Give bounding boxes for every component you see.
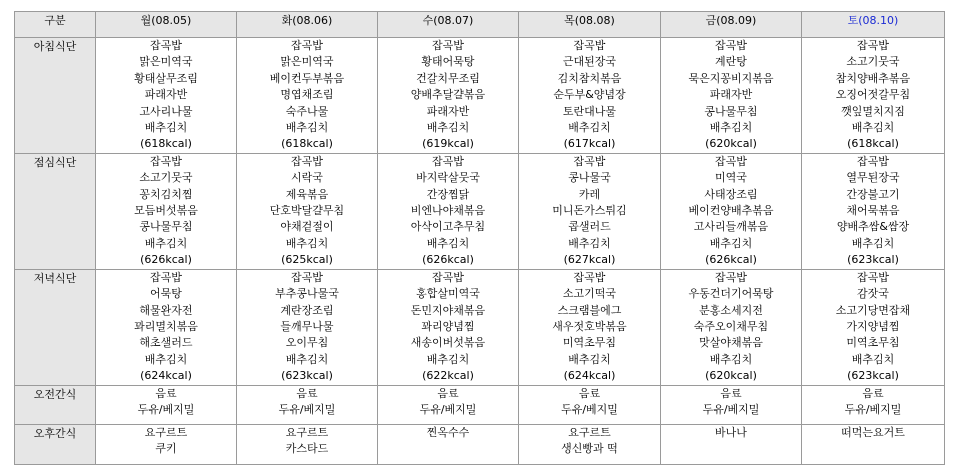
header-day-sat: 토(08.10) (802, 12, 945, 38)
menu-item: 야채겉절이 (280, 220, 334, 234)
meal-cell-lunch-fri (661, 153, 802, 269)
header-category: 구분 (15, 12, 96, 38)
meal-cell-dinner-mon (96, 269, 237, 385)
menu-item: 음료 (720, 386, 742, 400)
menu-item: 간장찜닭 (426, 187, 470, 201)
menu-item: 잡곡밥 (150, 39, 182, 52)
menu-item: 배추김치 (851, 236, 895, 250)
menu-item: (620kcal) (705, 137, 757, 151)
menu-item: 배추김치 (851, 121, 895, 135)
menu-item: 간장불고기 (846, 187, 900, 201)
menu-item: (622kcal) (422, 369, 474, 383)
header-day-mon: 월(08.05) (96, 12, 237, 38)
meal-cell-morning-snack-sat (802, 385, 945, 424)
menu-item: 해물완자전 (139, 303, 193, 317)
menu-item: 비엔나야채볶음 (410, 204, 486, 218)
menu-item: 새송이버섯볶음 (410, 336, 486, 350)
menu-item: 시락국 (291, 171, 323, 185)
menu-item: 잡곡밥 (715, 154, 747, 168)
menu-item: (618kcal) (281, 137, 333, 151)
row-label-morning-snack: 오전간식 (15, 385, 96, 424)
menu-item: 채어묵볶음 (846, 204, 900, 218)
meal-cell-morning-snack-fri (661, 385, 802, 424)
menu-item: 맑은미역국 (280, 55, 334, 69)
menu-item: 깻잎멸치지짐 (841, 104, 905, 118)
menu-item: 오징어젓갈무침 (835, 88, 911, 102)
menu-item: 분홍소세지전 (699, 303, 763, 317)
meal-cell-afternoon-snack-mon (96, 424, 237, 464)
menu-item: 근대된장국 (562, 55, 617, 69)
menu-item: 꽈리멸치볶음 (134, 319, 198, 333)
menu-item: (624kcal) (140, 369, 192, 383)
meal-cell-dinner-wed (378, 269, 519, 385)
menu-item: 꽈리양념찜 (421, 319, 475, 333)
meal-cell-breakfast-wed (378, 38, 519, 154)
menu-item: 미역국 (715, 171, 747, 185)
meal-cell-afternoon-snack-wed (378, 424, 519, 464)
meal-row-breakfast (15, 38, 945, 154)
menu-item: 아삭이고추무침 (410, 220, 486, 234)
menu-item: 새우젓호박볶음 (552, 319, 627, 333)
meal-table-body (15, 38, 945, 465)
menu-item: 모듬버섯볶음 (134, 204, 198, 218)
menu-item: 배추김치 (144, 352, 188, 366)
menu-item: 요구르트 (568, 425, 611, 439)
menu-item: 잡곡밥 (857, 154, 889, 168)
menu-item: 잡곡밥 (432, 39, 464, 52)
row-label-dinner: 저녁식단 (15, 269, 96, 385)
menu-item: 바나나 (715, 425, 747, 439)
menu-item: 건갈치무조림 (416, 71, 480, 85)
menu-item: 잡곡밥 (573, 154, 606, 168)
menu-item: 참치양배추볶음 (835, 71, 911, 85)
menu-item: (624kcal) (563, 369, 616, 383)
menu-item: 배추김치 (709, 236, 753, 250)
meal-cell-lunch-wed (378, 153, 519, 269)
header-day-wed: 수(08.07) (378, 12, 519, 38)
menu-item: 베이컨양배추볶음 (688, 204, 774, 218)
menu-item: (625kcal) (281, 253, 333, 267)
meal-row-lunch (15, 153, 945, 269)
menu-item: 계란탕 (715, 55, 747, 69)
meal-cell-breakfast-mon (96, 38, 237, 154)
menu-item: 돈민지야채볶음 (410, 303, 486, 317)
menu-item: 찐옥수수 (426, 425, 470, 439)
menu-item: 파래자반 (144, 88, 188, 102)
weekly-meal-table (14, 11, 945, 465)
menu-item: 잡곡밥 (150, 270, 182, 284)
menu-item: 단호박달걀무침 (269, 204, 345, 218)
menu-item: 토란대나물 (562, 104, 617, 118)
menu-item: 어묵탕 (150, 287, 182, 301)
menu-item: 잡곡밥 (573, 270, 606, 284)
menu-item: 잡곡밥 (291, 39, 323, 52)
menu-item: 요구르트 (144, 425, 188, 439)
menu-item: 배추김치 (568, 352, 611, 366)
menu-item: (623kcal) (847, 369, 899, 383)
menu-item: 콩나물무침 (704, 104, 758, 118)
menu-item: 요구르트 (285, 425, 329, 439)
meal-cell-breakfast-sat (802, 38, 945, 154)
meal-cell-lunch-tue (237, 153, 378, 269)
meal-cell-morning-snack-tue (237, 385, 378, 424)
menu-item: 계란장조림 (280, 303, 334, 317)
menu-item: 잡곡밥 (432, 154, 464, 168)
menu-item: (626kcal) (705, 253, 757, 267)
menu-item: 미역초무침 (846, 336, 900, 350)
menu-item: 들깨무나물 (280, 319, 334, 333)
menu-item: 베이컨두부볶음 (269, 71, 345, 85)
menu-item: 카레 (578, 187, 601, 201)
menu-item: 고사리들깨볶음 (693, 220, 769, 234)
menu-item: (626kcal) (140, 253, 192, 267)
menu-item: 파래자반 (709, 88, 753, 102)
menu-item: 배추김치 (568, 121, 611, 135)
menu-item: 음료 (437, 386, 459, 400)
menu-item: 미역초무침 (562, 336, 617, 350)
meal-cell-dinner-tue (237, 269, 378, 385)
menu-item: 두유/베지밀 (844, 402, 902, 416)
menu-item: 우동건더기어묵탕 (688, 287, 774, 301)
menu-item: 부추콩나물국 (275, 287, 339, 301)
menu-item: 배추김치 (426, 236, 470, 250)
header-row (15, 12, 945, 38)
menu-item: 양배추달걀볶음 (410, 88, 486, 102)
menu-item: 배추김치 (709, 352, 753, 366)
menu-item: 잡곡밥 (715, 270, 747, 284)
meal-cell-afternoon-snack-fri (661, 424, 802, 464)
meal-row-afternoon-snack (15, 424, 945, 464)
meal-cell-breakfast-fri (661, 38, 802, 154)
menu-item: 김치참치볶음 (557, 71, 622, 85)
menu-item: 잡곡밥 (573, 39, 606, 52)
menu-item: 음료 (296, 386, 318, 400)
menu-item: 배추김치 (851, 352, 895, 366)
menu-item: 파래자반 (426, 104, 470, 118)
menu-item: 양배추쌈&쌈장 (836, 220, 910, 234)
menu-item: 맑은미역국 (139, 55, 193, 69)
menu-item: 생신빵과 떡 (561, 441, 618, 455)
menu-item: 배추김치 (285, 352, 329, 366)
menu-item: 소고기당면잡채 (835, 303, 911, 317)
menu-item: 사태장조림 (704, 187, 758, 201)
menu-item: 두유/베지밀 (702, 402, 760, 416)
menu-item: 잡곡밥 (857, 270, 889, 284)
menu-item: 소고기뭇국 (846, 55, 900, 69)
menu-item: 잡곡밥 (150, 154, 182, 168)
menu-item: 황태살무조림 (134, 71, 198, 85)
menu-item: 순두부&양념장 (553, 88, 626, 102)
meal-row-dinner (15, 269, 945, 385)
menu-item: 두유/베지밀 (137, 402, 195, 416)
menu-item: 배추김치 (144, 236, 188, 250)
meal-cell-afternoon-snack-sat (802, 424, 945, 464)
header-day-fri: 금(08.09) (661, 12, 802, 38)
menu-item: 배추김치 (285, 236, 329, 250)
meal-cell-afternoon-snack-thu (519, 424, 661, 464)
header-day-tue: 화(08.06) (237, 12, 378, 38)
menu-item: 음료 (578, 386, 601, 400)
menu-item: 떠먹는요거트 (841, 425, 905, 439)
menu-item: 콥샐러드 (568, 220, 611, 234)
header-day-thu: 목(08.08) (519, 12, 661, 38)
menu-item: (620kcal) (705, 369, 757, 383)
menu-item: (623kcal) (847, 253, 899, 267)
menu-item: 배추김치 (144, 121, 188, 135)
meal-cell-breakfast-tue (237, 38, 378, 154)
menu-item: 가지양념찜 (846, 319, 900, 333)
menu-item: 잡곡밥 (291, 270, 323, 284)
menu-item: 명엽채조림 (280, 88, 334, 102)
menu-item: 황태어묵탕 (421, 55, 475, 69)
menu-item: 꽁치김치찜 (139, 187, 193, 201)
menu-item: 잡곡밥 (291, 154, 323, 168)
menu-item: 홍합살미역국 (416, 287, 480, 301)
menu-item: 미니돈가스튀김 (552, 204, 627, 218)
menu-item: 쿠키 (155, 441, 177, 455)
menu-item: (619kcal) (422, 137, 474, 151)
meal-cell-dinner-thu (519, 269, 661, 385)
meal-row-morning-snack (15, 385, 945, 424)
meal-cell-morning-snack-thu (519, 385, 661, 424)
meal-cell-morning-snack-wed (378, 385, 519, 424)
menu-item: 열무된장국 (846, 171, 900, 185)
menu-item: 고사리나물 (139, 104, 193, 118)
meal-cell-lunch-mon (96, 153, 237, 269)
menu-item: 바지락살뭇국 (416, 171, 480, 185)
menu-item: 스크램블에그 (557, 303, 622, 317)
menu-item: 소고기떡국 (562, 287, 617, 301)
menu-item: 잡곡밥 (857, 39, 889, 52)
menu-item: 숙주나물 (285, 104, 329, 118)
menu-item: 소고기뭇국 (139, 171, 193, 185)
meal-cell-lunch-thu (519, 153, 661, 269)
meal-cell-morning-snack-mon (96, 385, 237, 424)
menu-item: 잡곡밥 (432, 270, 464, 284)
menu-item: 배추김치 (426, 121, 470, 135)
meal-cell-breakfast-thu (519, 38, 661, 154)
meal-cell-dinner-sat (802, 269, 945, 385)
menu-item: (627kcal) (563, 253, 616, 267)
menu-item: 배추김치 (285, 121, 329, 135)
menu-item: 감잣국 (857, 287, 889, 301)
menu-item: (618kcal) (140, 137, 192, 151)
menu-item: 두유/베지밀 (419, 402, 477, 416)
menu-item: 제육볶음 (285, 187, 329, 201)
menu-item: 배추김치 (568, 236, 611, 250)
menu-item: 두유/베지밀 (278, 402, 336, 416)
menu-item: (617kcal) (563, 137, 616, 151)
menu-item: 콩나물국 (568, 171, 611, 185)
menu-item: 잡곡밥 (715, 39, 747, 52)
row-label-lunch: 점심식단 (15, 153, 96, 269)
meal-cell-afternoon-snack-tue (237, 424, 378, 464)
menu-item: 카스타드 (285, 441, 329, 455)
row-label-afternoon-snack: 오후간식 (15, 424, 96, 464)
menu-item: 배추김치 (709, 121, 753, 135)
menu-item: 오이무침 (285, 336, 329, 350)
menu-item: 음료 (155, 386, 177, 400)
menu-item: 맛살야채볶음 (699, 336, 763, 350)
menu-item: (623kcal) (281, 369, 333, 383)
menu-item: 콩나물무침 (139, 220, 193, 234)
menu-item: 배추김치 (426, 352, 470, 366)
meal-cell-dinner-fri (661, 269, 802, 385)
menu-item: 해초샐러드 (139, 336, 193, 350)
menu-item: 음료 (862, 386, 884, 400)
meal-cell-lunch-sat (802, 153, 945, 269)
menu-item: (626kcal) (422, 253, 474, 267)
menu-item: 묵은지꽁비지볶음 (688, 71, 774, 85)
menu-item: 두유/베지밀 (561, 402, 618, 416)
menu-item: 숙주오이채무침 (693, 319, 769, 333)
row-label-breakfast: 아침식단 (15, 38, 96, 154)
menu-item: (618kcal) (847, 137, 899, 151)
meal-plan-table-wrapper (14, 11, 945, 465)
